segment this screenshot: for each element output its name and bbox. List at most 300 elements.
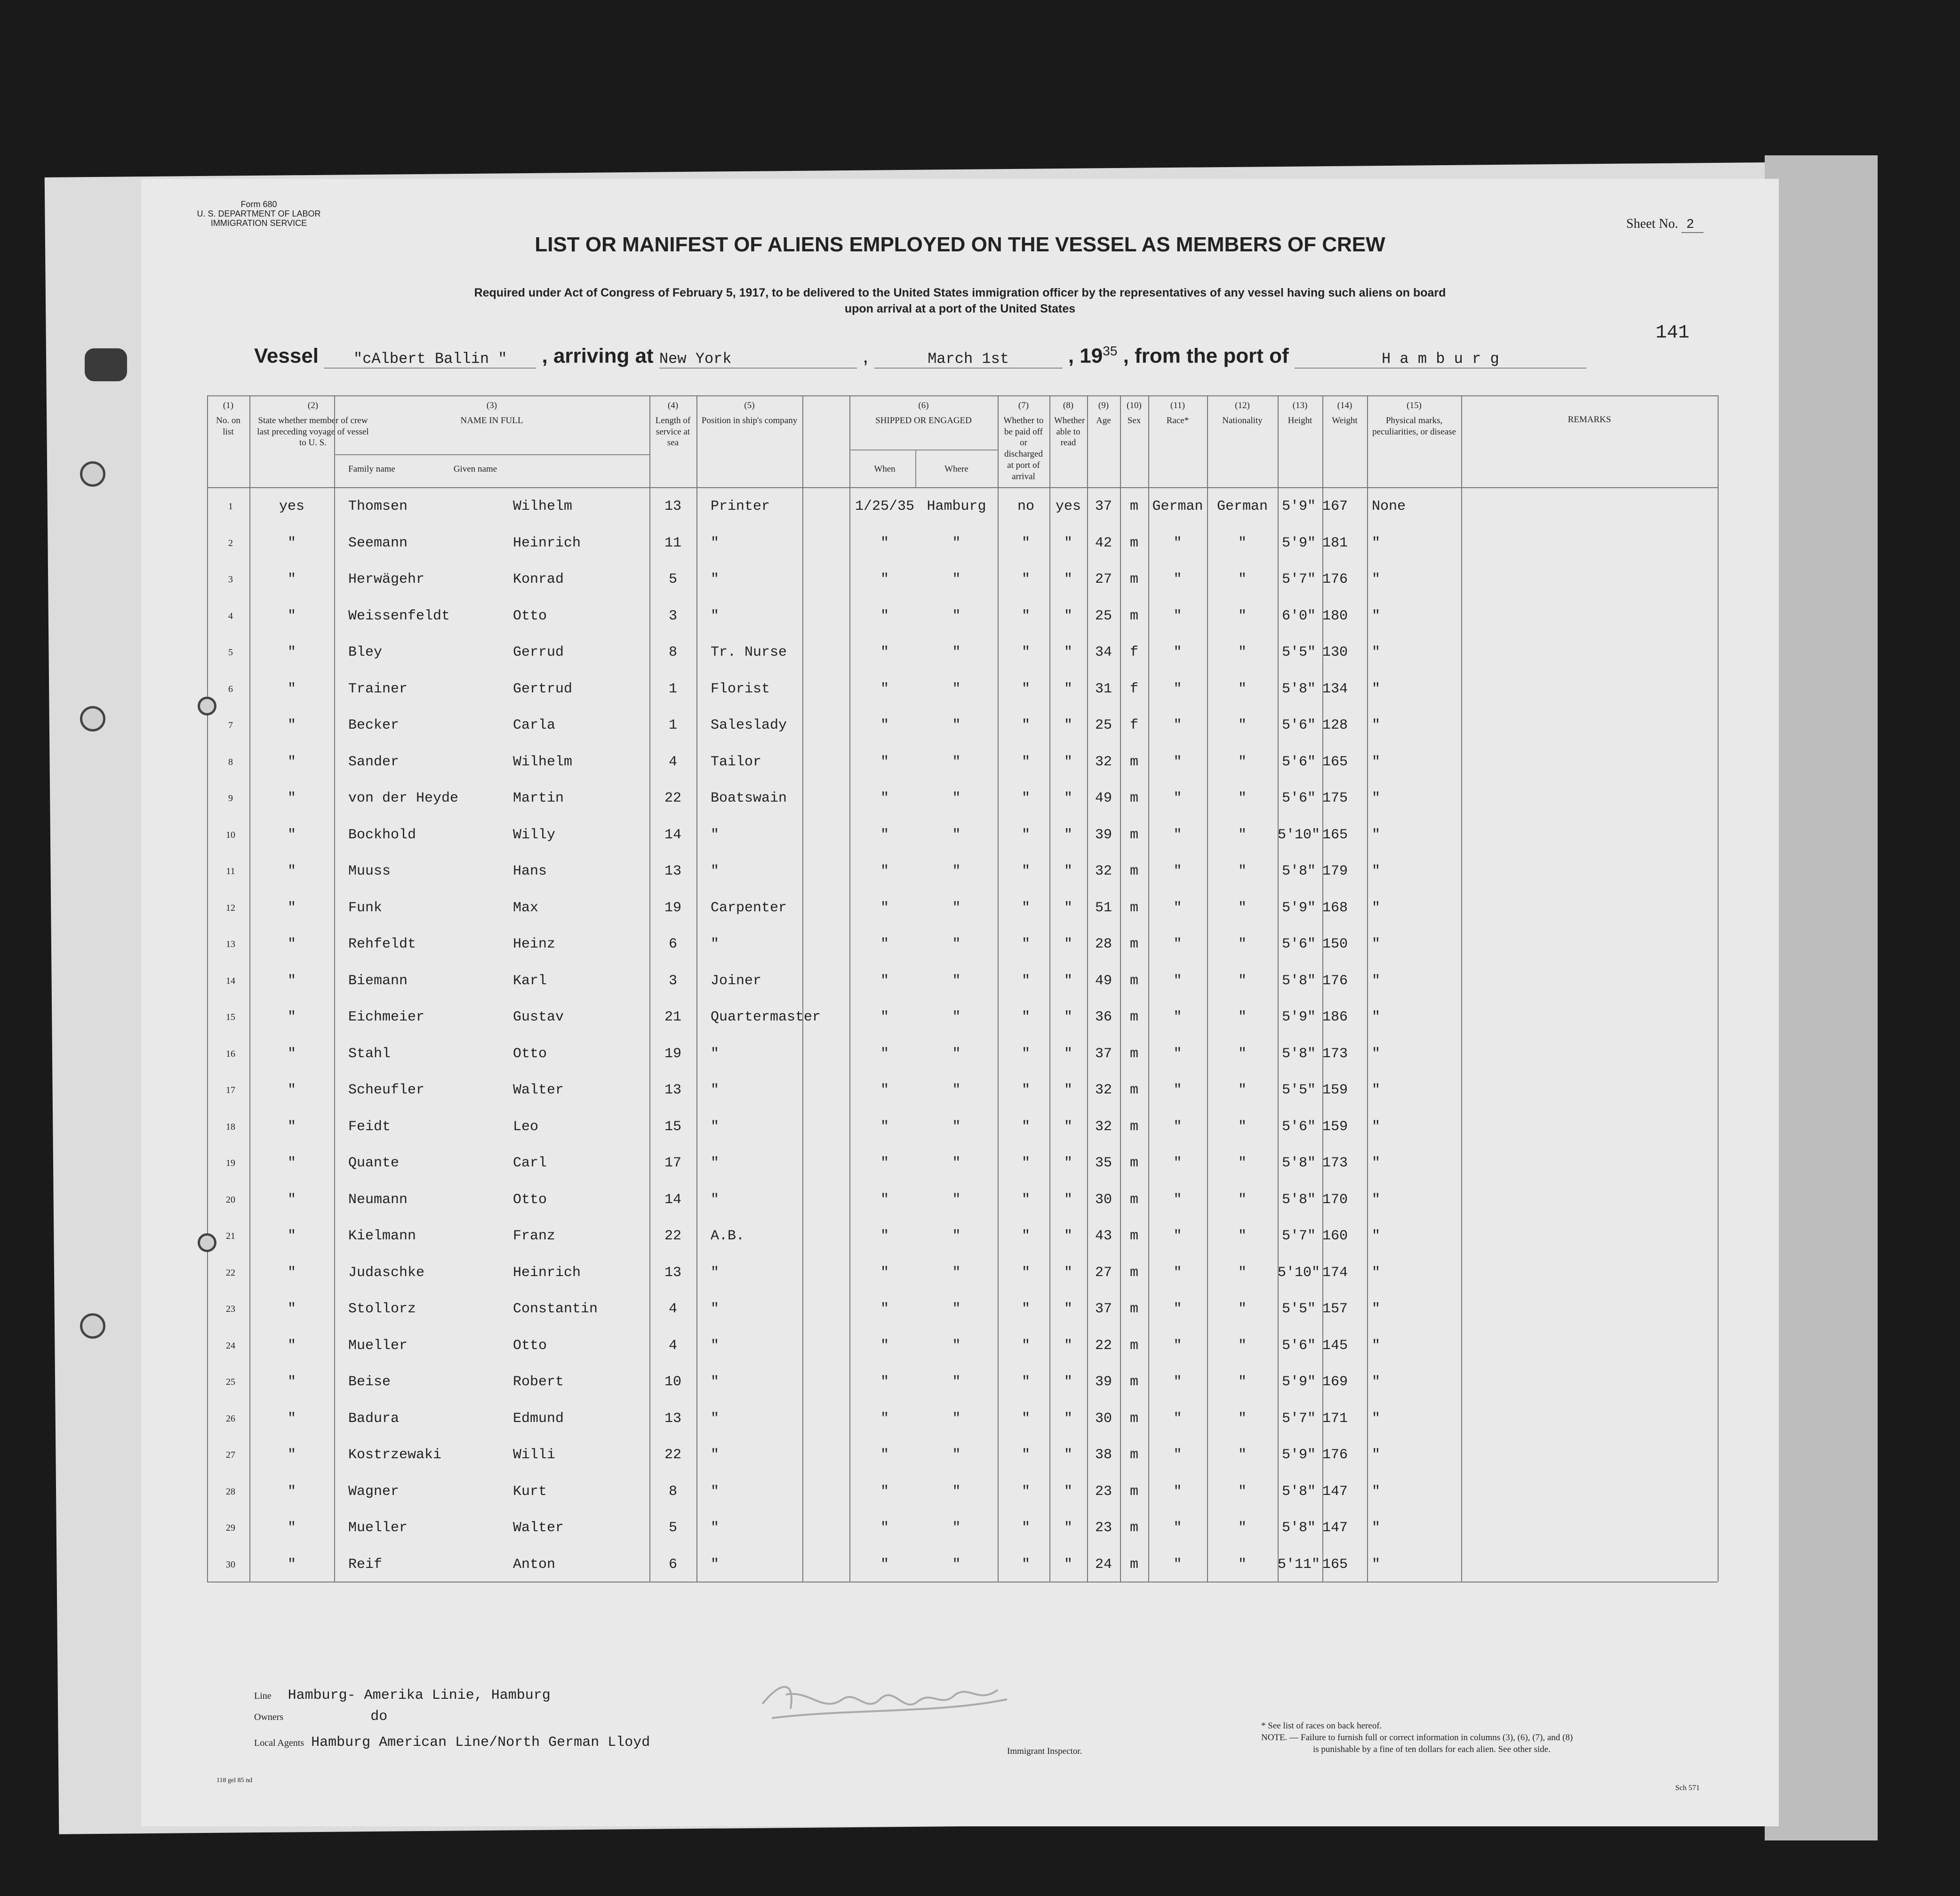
cell-read: " [1064, 1410, 1072, 1427]
cell-weight: 145 [1322, 1337, 1348, 1354]
footer-owners [254, 1709, 387, 1725]
cell-where: " [952, 1410, 961, 1427]
cell-read: " [1064, 1520, 1072, 1536]
cell-where: " [952, 1191, 961, 1208]
cell-race: " [1173, 1556, 1182, 1573]
cell-race: " [1173, 1191, 1182, 1208]
cell-given: Wilhelm [513, 498, 573, 514]
cell-age: 37 [1095, 1301, 1112, 1317]
cell-position: " [711, 1301, 720, 1317]
cell-sex: m [1129, 754, 1138, 770]
cell-paid: " [1021, 972, 1030, 989]
cell-age: 30 [1095, 1191, 1112, 1208]
column-label: Height [1288, 415, 1312, 426]
column-label: Age [1096, 415, 1111, 426]
cell-paid: " [1021, 1374, 1030, 1390]
column-number: (5) [744, 401, 755, 410]
cell-nat: " [1238, 1155, 1247, 1171]
cell-race: " [1173, 1337, 1182, 1354]
table-row [207, 675, 1718, 711]
cell-where: " [952, 1264, 961, 1281]
cell-position: Tailor [711, 754, 762, 770]
cell-age: 23 [1095, 1483, 1112, 1500]
cell-age: 42 [1095, 535, 1112, 551]
cell-nat: " [1238, 900, 1247, 916]
cell-nat: " [1238, 1228, 1247, 1244]
cell-sex: m [1129, 936, 1138, 952]
cell-height: 5'9" [1281, 498, 1316, 514]
cell-age: 37 [1095, 1045, 1112, 1062]
cell-where: " [952, 571, 961, 587]
arrival-port: New York [659, 350, 857, 369]
cell-read: " [1064, 1155, 1072, 1171]
cell-prev: " [287, 1447, 296, 1463]
cell-service: 4 [668, 1301, 677, 1317]
binder-hole [80, 1313, 105, 1339]
cell-no: 22 [226, 1267, 235, 1278]
cell-sex: m [1129, 1228, 1138, 1244]
cell-sex: m [1129, 827, 1138, 843]
cell-where: " [952, 1337, 961, 1354]
binder-hole [80, 706, 105, 731]
cell-read: " [1064, 535, 1072, 551]
cell-position: " [711, 1045, 720, 1062]
cell-height: 5'8" [1281, 1191, 1316, 1208]
cell-when: " [880, 1410, 889, 1427]
cell-family: Sander [348, 754, 400, 770]
cell-given: Edmund [513, 1410, 564, 1427]
cell-sex: m [1129, 790, 1138, 806]
cell-weight: 159 [1322, 1118, 1348, 1135]
cell-no: 11 [226, 866, 235, 876]
table-row [207, 820, 1718, 857]
cell-sex: m [1129, 498, 1138, 514]
cell-age: 27 [1095, 571, 1112, 587]
cell-marks: " [1372, 644, 1381, 660]
cell-height: 5'8" [1281, 1483, 1316, 1500]
cell-weight: 176 [1322, 571, 1348, 587]
cell-when: " [880, 1082, 889, 1098]
cell-when: " [880, 1337, 889, 1354]
cell-nat: " [1238, 754, 1247, 770]
cell-where: " [952, 1082, 961, 1098]
cell-when: " [880, 681, 889, 697]
cell-position: " [711, 1410, 720, 1427]
cell-where: " [952, 900, 961, 916]
table-row [207, 1039, 1718, 1076]
cell-race: " [1173, 717, 1182, 733]
table-row [207, 1367, 1718, 1404]
cell-sex: m [1129, 1191, 1138, 1208]
table-row [207, 784, 1718, 820]
cell-read: " [1064, 1301, 1072, 1317]
cell-when: " [880, 972, 889, 989]
table-row [207, 492, 1718, 529]
cell-prev: " [287, 681, 296, 697]
cell-paid: " [1021, 608, 1030, 624]
column-label: NAME IN FULL [460, 415, 523, 426]
cell-weight: 128 [1322, 717, 1348, 733]
cell-no: 13 [226, 939, 235, 949]
cell-service: 11 [664, 535, 681, 551]
cell-height: 5'9" [1281, 900, 1316, 916]
service: IMMIGRATION SERVICE [210, 218, 307, 228]
cell-position: " [711, 827, 720, 843]
binder-hole [80, 461, 105, 487]
cell-height: 5'5" [1281, 644, 1316, 660]
cell-marks: " [1372, 790, 1381, 806]
cell-prev: " [287, 754, 296, 770]
cell-nat: " [1238, 1447, 1247, 1463]
cell-race: German [1152, 498, 1203, 514]
cell-sex: f [1129, 717, 1138, 733]
cell-nat: " [1238, 1483, 1247, 1500]
cell-service: 15 [664, 1118, 681, 1135]
cell-paid: " [1021, 1191, 1030, 1208]
cell-read: " [1064, 1191, 1072, 1208]
cell-sex: m [1129, 608, 1138, 624]
cell-sex: f [1129, 644, 1138, 660]
column-header [1367, 400, 1461, 437]
cell-position: " [711, 571, 720, 587]
cell-age: 49 [1095, 972, 1112, 989]
cell-where: " [952, 535, 961, 551]
cell-weight: 167 [1322, 498, 1348, 514]
cell-marks: " [1372, 1483, 1381, 1500]
cell-family: Stollorz [348, 1301, 416, 1317]
cell-given: Konrad [513, 571, 564, 587]
cell-service: 19 [664, 1045, 681, 1062]
sheet-label: Sheet No. [1626, 217, 1679, 231]
table-row [207, 1076, 1718, 1112]
cell-read: " [1064, 1447, 1072, 1463]
cell-paid: no [1017, 498, 1034, 514]
cell-where: " [952, 1520, 961, 1536]
cell-sex: m [1129, 1447, 1138, 1463]
cell-marks: " [1372, 681, 1381, 697]
cell-prev: " [287, 900, 296, 916]
cell-nat: " [1238, 1556, 1247, 1573]
cell-where: " [952, 1009, 961, 1025]
table-row [207, 1149, 1718, 1185]
cell-service: 8 [668, 644, 677, 660]
footer-line [254, 1687, 551, 1703]
cell-where: Hamburg [927, 498, 986, 514]
cell-height: 5'7" [1281, 571, 1316, 587]
page-title: LIST OR MANIFEST OF ALIENS EMPLOYED ON THE VESSEL AS MEMBERS OF CREW [535, 233, 1385, 256]
cell-service: 13 [664, 1082, 681, 1098]
cell-service: 17 [664, 1155, 681, 1171]
column-label: Whether able to read [1054, 415, 1085, 448]
cell-marks: " [1372, 1155, 1381, 1171]
cell-race: " [1173, 1520, 1182, 1536]
cell-family: Neumann [348, 1191, 408, 1208]
cell-read: " [1064, 681, 1072, 697]
cell-height: 5'5" [1281, 1082, 1316, 1098]
cell-height: 5'6" [1281, 1118, 1316, 1135]
cell-age: 49 [1095, 790, 1112, 806]
cell-age: 22 [1095, 1337, 1112, 1354]
column-header [1461, 400, 1718, 426]
cell-marks: " [1372, 1337, 1381, 1354]
cell-family: Mueller [348, 1337, 408, 1354]
cell-sex: m [1129, 863, 1138, 879]
voyage-line: Vessel "cAlbert Ballin " , arriving at New York , March 1st , $19^{35}$ , from the port of H a m b u r g [254, 344, 1586, 369]
column-label: No. on list [216, 415, 240, 437]
cell-no: 1 [228, 501, 233, 512]
column-header [696, 400, 802, 426]
cell-read: " [1064, 608, 1072, 624]
cell-weight: 147 [1322, 1520, 1348, 1536]
cell-paid: " [1021, 754, 1030, 770]
cell-sex: m [1129, 1337, 1138, 1354]
table-row [207, 1513, 1718, 1550]
cell-service: 5 [668, 1520, 677, 1536]
cell-prev: " [287, 790, 296, 806]
cell-race: " [1173, 827, 1182, 843]
table-row [207, 930, 1718, 966]
cell-race: " [1173, 681, 1182, 697]
cell-where: " [952, 681, 961, 697]
cell-when: " [880, 1191, 889, 1208]
cell-age: 32 [1095, 754, 1112, 770]
cell-marks: " [1372, 1520, 1381, 1536]
cell-no: 14 [226, 975, 235, 986]
column-header [998, 400, 1049, 482]
cell-where: " [952, 936, 961, 952]
cell-height: 5'11" [1277, 1556, 1320, 1573]
cell-weight: 157 [1322, 1301, 1348, 1317]
cell-when: " [880, 571, 889, 587]
cell-given: Carla [513, 717, 556, 733]
inspector-signature [753, 1662, 1016, 1732]
cell-race: " [1173, 1483, 1182, 1500]
cell-position: " [711, 1556, 720, 1573]
cell-sex: m [1129, 571, 1138, 587]
cell-position: Carpenter [711, 900, 787, 916]
cell-position: Printer [711, 498, 770, 514]
cell-sex: m [1129, 972, 1138, 989]
table-row [207, 747, 1718, 784]
cell-read: " [1064, 1556, 1072, 1573]
cell-nat: German [1216, 498, 1268, 514]
cell-service: 14 [664, 1191, 681, 1208]
line-value: Hamburg- Amerika Linie, Hamburg [288, 1687, 551, 1703]
cell-when: " [880, 717, 889, 733]
column-header [1278, 400, 1322, 426]
cell-family: Feidt [348, 1118, 391, 1135]
cell-paid: " [1021, 1009, 1030, 1025]
cell-sex: m [1129, 1483, 1138, 1500]
owners-value: do [370, 1709, 388, 1725]
cell-where: " [952, 1483, 961, 1500]
cell-age: 32 [1095, 863, 1112, 879]
cell-paid: " [1021, 936, 1030, 952]
cell-where: " [952, 1447, 961, 1463]
cell-paid: " [1021, 1082, 1030, 1098]
cell-nat: " [1238, 1520, 1247, 1536]
cell-no: 18 [226, 1121, 235, 1132]
cell-position: Joiner [711, 972, 762, 989]
cell-position: " [711, 1337, 720, 1354]
cell-prev: " [287, 863, 296, 879]
cell-paid: " [1021, 1410, 1030, 1427]
cell-marks: " [1372, 1228, 1381, 1244]
cell-family: von der Heyde [348, 790, 459, 806]
table-row [207, 893, 1718, 930]
cell-nat: " [1238, 936, 1247, 952]
cell-race: " [1173, 644, 1182, 660]
agents-label: Local Agents [254, 1738, 304, 1748]
cell-nat: " [1238, 1301, 1247, 1317]
cell-weight: 171 [1322, 1410, 1348, 1427]
table-row [207, 1477, 1718, 1514]
cell-paid: " [1021, 827, 1030, 843]
cell-age: 39 [1095, 827, 1112, 843]
cell-family: Rehfeldt [348, 936, 416, 952]
cell-no: 8 [228, 756, 233, 767]
footer-agents [254, 1735, 650, 1751]
cell-nat: " [1238, 1410, 1247, 1427]
cell-sex: m [1129, 1155, 1138, 1171]
cell-when: " [880, 1228, 889, 1244]
table-row [207, 565, 1718, 602]
cell-weight: 174 [1322, 1264, 1348, 1281]
cell-weight: 176 [1322, 1447, 1348, 1463]
cell-where: " [952, 790, 961, 806]
cell-prev: " [287, 1228, 296, 1244]
cell-sex: m [1129, 1520, 1138, 1536]
cell-age: 31 [1095, 681, 1112, 697]
cell-age: 25 [1095, 717, 1112, 733]
cell-where: " [952, 972, 961, 989]
cell-service: 13 [664, 1264, 681, 1281]
cell-where: " [952, 1045, 961, 1062]
column-number: (11) [1170, 401, 1185, 410]
cell-where: " [952, 644, 961, 660]
cell-paid: " [1021, 717, 1030, 733]
cell-race: " [1173, 535, 1182, 551]
cell-nat: " [1238, 1118, 1247, 1135]
cell-service: 22 [664, 1228, 681, 1244]
cell-sex: m [1129, 1410, 1138, 1427]
cell-given: Robert [513, 1374, 564, 1390]
cell-no: 21 [226, 1231, 235, 1241]
cell-no: 7 [228, 720, 233, 731]
cell-age: 24 [1095, 1556, 1112, 1573]
cell-race: " [1173, 608, 1182, 624]
cell-family: Trainer [348, 681, 408, 697]
table-row [207, 638, 1718, 675]
cell-race: " [1173, 754, 1182, 770]
cell-nat: " [1238, 827, 1247, 843]
cell-when: " [880, 1556, 889, 1573]
cell-prev: " [287, 972, 296, 989]
cell-nat: " [1238, 1191, 1247, 1208]
column-label: Whether to be paid off or discharged at port of arrival [1003, 415, 1044, 482]
given-name-subheader: Given name [453, 464, 497, 474]
owners-label: Owners [254, 1712, 284, 1722]
cell-race: " [1173, 1082, 1182, 1098]
cell-prev: " [287, 535, 296, 551]
cell-weight: 130 [1322, 644, 1348, 660]
cell-where: " [952, 608, 961, 624]
cell-age: 39 [1095, 1374, 1112, 1390]
column-number: (8) [1063, 401, 1074, 410]
cell-paid: " [1021, 863, 1030, 879]
cell-where: " [952, 1301, 961, 1317]
cell-no: 25 [226, 1377, 235, 1387]
cell-weight: 134 [1322, 681, 1348, 697]
cell-given: Willy [513, 827, 556, 843]
cell-paid: " [1021, 1118, 1030, 1135]
cell-read: " [1064, 827, 1072, 843]
cell-family: Reif [348, 1556, 383, 1573]
column-header [1120, 400, 1148, 426]
cell-given: Max [513, 900, 539, 916]
cell-no: 24 [226, 1340, 235, 1351]
cell-marks: " [1372, 1410, 1381, 1427]
cell-marks: None [1372, 498, 1406, 514]
cell-where: " [952, 827, 961, 843]
table-row [207, 1221, 1718, 1258]
cell-read: " [1064, 1045, 1072, 1062]
cell-position: " [711, 863, 720, 879]
cell-service: 1 [668, 681, 677, 697]
cell-read: " [1064, 571, 1072, 587]
fine-note-2: is punishable by a fine of ten dollars for each alien. See other side. [1313, 1744, 1551, 1754]
cell-paid: " [1021, 1447, 1030, 1463]
cell-marks: " [1372, 1374, 1381, 1390]
cell-prev: " [287, 644, 296, 660]
cell-age: 28 [1095, 936, 1112, 952]
cell-given: Martin [513, 790, 564, 806]
cell-age: 36 [1095, 1009, 1112, 1025]
cell-read: " [1064, 1009, 1072, 1025]
cell-position: " [711, 1082, 720, 1098]
cell-when: " [880, 1009, 889, 1025]
cell-prev: " [287, 1520, 296, 1536]
table-row [207, 602, 1718, 638]
cell-height: 5'6" [1281, 936, 1316, 952]
column-header [649, 400, 696, 449]
cell-height: 5'8" [1281, 972, 1316, 989]
cell-marks: " [1372, 717, 1381, 733]
cell-no: 4 [228, 611, 233, 621]
cell-paid: " [1021, 1556, 1030, 1573]
cell-marks: " [1372, 1009, 1381, 1025]
table-row [207, 1258, 1718, 1295]
cell-race: " [1173, 1374, 1182, 1390]
cell-marks: " [1372, 1191, 1381, 1208]
cell-position: " [711, 1483, 720, 1500]
cell-family: Muuss [348, 863, 391, 879]
cell-family: Weissenfeldt [348, 608, 450, 624]
cell-no: 30 [226, 1559, 235, 1570]
cell-weight: 186 [1322, 1009, 1348, 1025]
cell-prev: " [287, 1082, 296, 1098]
cell-service: 22 [664, 790, 681, 806]
cell-service: 4 [668, 754, 677, 770]
cell-position: " [711, 936, 720, 952]
column-number: (1) [223, 401, 234, 410]
cell-service: 13 [664, 863, 681, 879]
cell-given: Anton [513, 1556, 556, 1573]
cell-weight: 165 [1322, 754, 1348, 770]
cell-weight: 180 [1322, 608, 1348, 624]
cell-height: 5'6" [1281, 754, 1316, 770]
cell-service: 13 [664, 1410, 681, 1427]
